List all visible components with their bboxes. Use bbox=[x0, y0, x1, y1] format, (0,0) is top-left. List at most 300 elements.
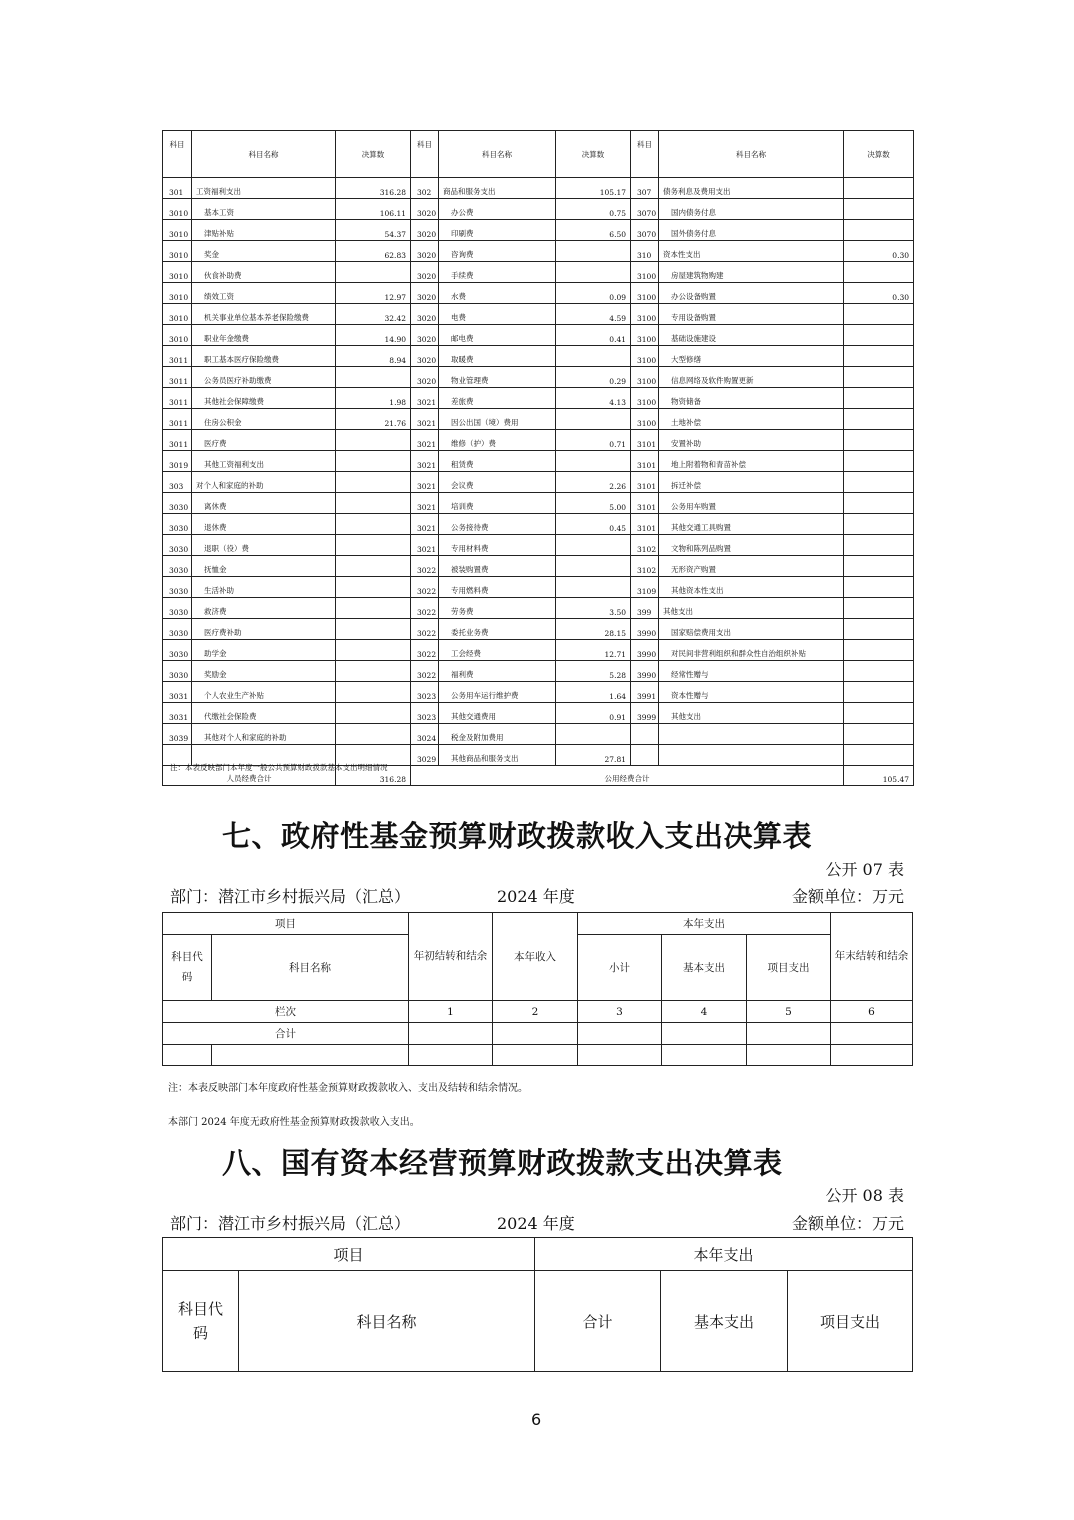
subject-name: 退休费 bbox=[192, 514, 336, 535]
personnel-total-label: 人员经费合计 bbox=[163, 766, 336, 786]
table-row bbox=[163, 409, 914, 430]
subject-code: 3100 bbox=[631, 388, 659, 409]
subject-name: 劳务费 bbox=[439, 598, 556, 619]
header-subtotal: 小计 bbox=[578, 935, 662, 1001]
subject-code: 3101 bbox=[631, 472, 659, 493]
subject-name: 对民间非营利组织和群众性自治组织补贴 bbox=[659, 640, 844, 661]
subject-name: 办公设备购置 bbox=[659, 283, 844, 304]
final-amount bbox=[556, 451, 631, 472]
subject-code: 307 bbox=[631, 178, 659, 199]
subject-name: 国外债务付息 bbox=[659, 220, 844, 241]
final-amount bbox=[556, 724, 631, 745]
final-amount: 1.64 bbox=[556, 682, 631, 703]
subject-name: 救济费 bbox=[192, 598, 336, 619]
subject-name: 资本性赠与 bbox=[659, 682, 844, 703]
final-amount: 54.37 bbox=[336, 220, 411, 241]
subject-name: 个人农业生产补贴 bbox=[192, 682, 336, 703]
final-amount: 316.28 bbox=[336, 178, 411, 199]
subject-name: 伙食补助费 bbox=[192, 262, 336, 283]
final-amount bbox=[844, 346, 914, 367]
subject-code: 3990 bbox=[631, 619, 659, 640]
final-amount: 0.75 bbox=[556, 199, 631, 220]
table-row bbox=[163, 262, 914, 283]
subject-code: 3101 bbox=[631, 514, 659, 535]
subject-code: 3020 bbox=[411, 304, 439, 325]
subject-code: 3021 bbox=[411, 493, 439, 514]
subject-code: 3011 bbox=[163, 430, 192, 451]
final-amount bbox=[844, 514, 914, 535]
subject-name: 大型修缮 bbox=[659, 346, 844, 367]
subject-name: 其他交通费用 bbox=[439, 703, 556, 724]
subject-name: 公务用车购置 bbox=[659, 493, 844, 514]
government-fund-table bbox=[162, 912, 913, 1066]
final-amount bbox=[336, 430, 411, 451]
subject-name: 其他社会保障缴费 bbox=[192, 388, 336, 409]
subject-code: 3023 bbox=[411, 703, 439, 724]
header-project: 项目 bbox=[163, 913, 409, 935]
table07-number: 公开 07 表 bbox=[825, 860, 904, 879]
subject-name: 奖励金 bbox=[192, 661, 336, 682]
subject-name: 专用材料费 bbox=[439, 535, 556, 556]
table-row bbox=[163, 283, 914, 304]
final-amount: 28.15 bbox=[556, 619, 631, 640]
subject-name: 助学金 bbox=[192, 640, 336, 661]
subject-name: 抚恤金 bbox=[192, 556, 336, 577]
public-total-value: 105.47 bbox=[844, 766, 914, 786]
subject-name: 基础设施建设 bbox=[659, 325, 844, 346]
subject-name: 医疗费 bbox=[192, 430, 336, 451]
subject-code: 3031 bbox=[163, 682, 192, 703]
subject-code: 3100 bbox=[631, 304, 659, 325]
subject-name: 地上附着物和青苗补偿 bbox=[659, 451, 844, 472]
final-amount bbox=[844, 304, 914, 325]
final-amount bbox=[844, 178, 914, 199]
subject-code: 3021 bbox=[411, 409, 439, 430]
final-amount: 4.59 bbox=[556, 304, 631, 325]
final-amount: 1.98 bbox=[336, 388, 411, 409]
final-amount bbox=[844, 640, 914, 661]
subject-code: 3109 bbox=[631, 577, 659, 598]
final-amount bbox=[336, 724, 411, 745]
final-amount bbox=[844, 619, 914, 640]
subject-name: 资本性支出 bbox=[659, 241, 844, 262]
subject-code: 3030 bbox=[163, 661, 192, 682]
total-label: 合计 bbox=[163, 1023, 409, 1045]
subject-name: 邮电费 bbox=[439, 325, 556, 346]
subject-name bbox=[659, 724, 844, 745]
subject-code: 3100 bbox=[631, 409, 659, 430]
subject-code: 302 bbox=[411, 178, 439, 199]
subject-code: 3031 bbox=[163, 703, 192, 724]
table-row bbox=[163, 388, 914, 409]
column-number: 5 bbox=[747, 1001, 831, 1023]
subject-code: 3020 bbox=[411, 241, 439, 262]
final-amount bbox=[556, 556, 631, 577]
subject-name: 会议费 bbox=[439, 472, 556, 493]
final-amount bbox=[336, 493, 411, 514]
table07-note: 注：本表反映部门本年度政府性基金预算财政拨款收入、支出及结转和结余情况。 bbox=[168, 1083, 528, 1094]
column-number: 4 bbox=[662, 1001, 747, 1023]
header-name: 科目名称 bbox=[439, 131, 556, 178]
subject-code: 3021 bbox=[411, 451, 439, 472]
subject-name: 安置补助 bbox=[659, 430, 844, 451]
final-amount bbox=[336, 577, 411, 598]
subject-name: 退职（役）费 bbox=[192, 535, 336, 556]
empty-row bbox=[163, 1045, 913, 1066]
subject-name bbox=[659, 745, 844, 766]
table08-unit: 金额单位：万元 bbox=[791, 1214, 904, 1233]
final-amount bbox=[336, 640, 411, 661]
final-amount: 0.71 bbox=[556, 430, 631, 451]
subject-name: 印刷费 bbox=[439, 220, 556, 241]
table-row bbox=[163, 493, 914, 514]
final-amount: 32.42 bbox=[336, 304, 411, 325]
subject-name: 其他对个人和家庭的补助 bbox=[192, 724, 336, 745]
final-amount bbox=[844, 577, 914, 598]
subject-name: 机关事业单位基本养老保险缴费 bbox=[192, 304, 336, 325]
final-amount bbox=[844, 409, 914, 430]
subject-code: 3999 bbox=[631, 703, 659, 724]
subject-code: 3021 bbox=[411, 472, 439, 493]
subject-code: 399 bbox=[631, 598, 659, 619]
subject-code: 3011 bbox=[163, 367, 192, 388]
subject-name: 公务用车运行维护费 bbox=[439, 682, 556, 703]
final-amount bbox=[336, 451, 411, 472]
column-number: 6 bbox=[831, 1001, 913, 1023]
subject-code: 3021 bbox=[411, 430, 439, 451]
table-row bbox=[163, 556, 914, 577]
final-amount bbox=[844, 430, 914, 451]
final-amount bbox=[844, 598, 914, 619]
subject-name: 其他支出 bbox=[659, 703, 844, 724]
final-amount: 0.45 bbox=[556, 514, 631, 535]
subject-name: 其他交通工具购置 bbox=[659, 514, 844, 535]
subject-name: 租赁费 bbox=[439, 451, 556, 472]
subject-code bbox=[631, 745, 659, 766]
subject-name: 离休费 bbox=[192, 493, 336, 514]
header-name: 科目名称 bbox=[192, 131, 336, 178]
final-amount: 106.11 bbox=[336, 199, 411, 220]
final-amount: 12.71 bbox=[556, 640, 631, 661]
subject-name: 津贴补贴 bbox=[192, 220, 336, 241]
subject-name: 其他商品和服务支出 bbox=[439, 745, 556, 766]
header-code: 科目 bbox=[631, 131, 659, 178]
subject-name: 工会经费 bbox=[439, 640, 556, 661]
subject-code: 3990 bbox=[631, 640, 659, 661]
header-end-balance: 年末结转和结余 bbox=[831, 913, 913, 1001]
header-code: 科目代码 bbox=[163, 935, 212, 1001]
table07-unit: 金额单位：万元 bbox=[791, 887, 904, 906]
header-name: 科目名称 bbox=[659, 131, 844, 178]
subject-name: 其他工资福利支出 bbox=[192, 451, 336, 472]
table-row bbox=[163, 577, 914, 598]
subject-code: 301 bbox=[163, 178, 192, 199]
subject-code: 3102 bbox=[631, 535, 659, 556]
column-number: 1 bbox=[409, 1001, 493, 1023]
subject-name: 绩效工资 bbox=[192, 283, 336, 304]
table-row bbox=[163, 514, 914, 535]
header-code: 科目代码 bbox=[163, 1271, 239, 1372]
subject-code: 3070 bbox=[631, 199, 659, 220]
final-amount: 4.13 bbox=[556, 388, 631, 409]
table-row bbox=[163, 367, 914, 388]
subject-code: 3022 bbox=[411, 640, 439, 661]
subject-code: 3101 bbox=[631, 451, 659, 472]
final-amount bbox=[844, 661, 914, 682]
subject-code: 3100 bbox=[631, 283, 659, 304]
table-row bbox=[163, 535, 914, 556]
subject-name: 办公费 bbox=[439, 199, 556, 220]
personnel-total-value: 316.28 bbox=[336, 766, 411, 786]
final-amount bbox=[844, 535, 914, 556]
final-amount bbox=[844, 682, 914, 703]
subject-code: 3020 bbox=[411, 262, 439, 283]
final-amount bbox=[336, 556, 411, 577]
final-amount: 14.90 bbox=[336, 325, 411, 346]
final-amount: 0.29 bbox=[556, 367, 631, 388]
final-amount bbox=[844, 262, 914, 283]
table07-department: 部门：潜江市乡村振兴局（汇总） bbox=[170, 887, 411, 906]
subject-name: 国家赔偿费用支出 bbox=[659, 619, 844, 640]
basic-expenditure-detail-table bbox=[162, 130, 914, 786]
table07-title: 七、政府性基金预算财政拨款收入支出决算表 bbox=[222, 819, 813, 853]
final-amount bbox=[336, 619, 411, 640]
header-begin-balance: 年初结转和结余 bbox=[409, 913, 493, 1001]
table06-note: 注：本表反映部门本年度一般公共预算财政拨款基本支出明细情况 bbox=[170, 763, 388, 772]
header-amount: 决算数 bbox=[336, 131, 411, 178]
final-amount: 6.50 bbox=[556, 220, 631, 241]
subject-code: 3021 bbox=[411, 388, 439, 409]
subject-name: 商品和服务支出 bbox=[439, 178, 556, 199]
final-amount bbox=[556, 262, 631, 283]
table-row bbox=[163, 304, 914, 325]
subject-code: 310 bbox=[631, 241, 659, 262]
header-project-expense: 项目支出 bbox=[788, 1271, 913, 1372]
subject-code: 3020 bbox=[411, 199, 439, 220]
header-total: 合计 bbox=[535, 1271, 661, 1372]
final-amount: 105.17 bbox=[556, 178, 631, 199]
final-amount bbox=[336, 598, 411, 619]
subject-code: 3030 bbox=[163, 556, 192, 577]
subject-code: 3010 bbox=[163, 241, 192, 262]
final-amount: 0.30 bbox=[844, 241, 914, 262]
column-index-row bbox=[163, 1001, 913, 1023]
table-row bbox=[163, 703, 914, 724]
final-amount bbox=[556, 535, 631, 556]
subject-name: 因公出国（境）费用 bbox=[439, 409, 556, 430]
final-amount bbox=[844, 724, 914, 745]
final-amount bbox=[336, 472, 411, 493]
subject-code: 3102 bbox=[631, 556, 659, 577]
page-number: 6 bbox=[531, 1410, 542, 1429]
subject-code: 3991 bbox=[631, 682, 659, 703]
subject-name: 经常性赠与 bbox=[659, 661, 844, 682]
subject-name: 债务利息及费用支出 bbox=[659, 178, 844, 199]
header-expense: 本年支出 bbox=[578, 913, 831, 935]
final-amount bbox=[336, 367, 411, 388]
final-amount bbox=[844, 703, 914, 724]
table-row bbox=[163, 682, 914, 703]
final-amount bbox=[336, 682, 411, 703]
subject-name: 奖金 bbox=[192, 241, 336, 262]
table-row bbox=[163, 241, 914, 262]
subject-code: 3022 bbox=[411, 598, 439, 619]
subject-code bbox=[631, 724, 659, 745]
final-amount: 12.97 bbox=[336, 283, 411, 304]
table-row bbox=[163, 598, 914, 619]
final-amount: 5.00 bbox=[556, 493, 631, 514]
subject-name: 职业年金缴费 bbox=[192, 325, 336, 346]
subject-name: 工资福利支出 bbox=[192, 178, 336, 199]
subject-name: 无形资产购置 bbox=[659, 556, 844, 577]
header-basic: 基本支出 bbox=[662, 935, 747, 1001]
state-capital-table bbox=[162, 1237, 913, 1372]
subject-code: 3030 bbox=[163, 598, 192, 619]
table08-year: 2024 年度 bbox=[497, 1214, 575, 1233]
table-row bbox=[163, 619, 914, 640]
table-row bbox=[163, 661, 914, 682]
subject-code: 3029 bbox=[411, 745, 439, 766]
final-amount: 0.30 bbox=[844, 283, 914, 304]
final-amount bbox=[844, 388, 914, 409]
subject-name: 咨询费 bbox=[439, 241, 556, 262]
final-amount bbox=[844, 493, 914, 514]
subject-name: 国内债务付息 bbox=[659, 199, 844, 220]
final-amount: 3.50 bbox=[556, 598, 631, 619]
subject-code: 3020 bbox=[411, 346, 439, 367]
subject-name: 税金及附加费用 bbox=[439, 724, 556, 745]
final-amount bbox=[844, 325, 914, 346]
header-income: 本年收入 bbox=[493, 913, 578, 1001]
subject-name: 公务员医疗补助缴费 bbox=[192, 367, 336, 388]
subject-code: 3030 bbox=[163, 619, 192, 640]
subject-code: 3030 bbox=[163, 493, 192, 514]
final-amount bbox=[844, 472, 914, 493]
subject-code: 303 bbox=[163, 472, 192, 493]
final-amount bbox=[336, 535, 411, 556]
subject-code: 3022 bbox=[411, 577, 439, 598]
subject-name: 医疗费补助 bbox=[192, 619, 336, 640]
table-row bbox=[163, 472, 914, 493]
subject-code: 3022 bbox=[411, 661, 439, 682]
subject-code: 3010 bbox=[163, 283, 192, 304]
subject-code: 3101 bbox=[631, 493, 659, 514]
final-amount: 8.94 bbox=[336, 346, 411, 367]
table-row bbox=[163, 346, 914, 367]
table07-year: 2024 年度 bbox=[497, 887, 575, 906]
header-code: 科目 bbox=[411, 131, 439, 178]
final-amount bbox=[844, 367, 914, 388]
subject-code: 3020 bbox=[411, 367, 439, 388]
header-name: 科目名称 bbox=[239, 1271, 535, 1372]
total-row bbox=[163, 1023, 913, 1045]
subject-name: 土地补偿 bbox=[659, 409, 844, 430]
subject-name: 对个人和家庭的补助 bbox=[192, 472, 336, 493]
final-amount: 2.26 bbox=[556, 472, 631, 493]
subject-name: 住房公积金 bbox=[192, 409, 336, 430]
subject-name: 取暖费 bbox=[439, 346, 556, 367]
subject-code: 3010 bbox=[163, 304, 192, 325]
column-number: 3 bbox=[578, 1001, 662, 1023]
subject-name: 水费 bbox=[439, 283, 556, 304]
final-amount bbox=[844, 745, 914, 766]
final-amount bbox=[844, 556, 914, 577]
final-amount: 27.81 bbox=[556, 745, 631, 766]
subject-name: 生活补助 bbox=[192, 577, 336, 598]
subject-name: 被装购置费 bbox=[439, 556, 556, 577]
final-amount bbox=[336, 661, 411, 682]
subject-code: 3022 bbox=[411, 619, 439, 640]
subject-code: 3011 bbox=[163, 388, 192, 409]
final-amount: 21.76 bbox=[336, 409, 411, 430]
subject-code: 3070 bbox=[631, 220, 659, 241]
table-row bbox=[163, 220, 914, 241]
final-amount bbox=[556, 577, 631, 598]
subject-code: 3011 bbox=[163, 346, 192, 367]
subject-name: 公务接待费 bbox=[439, 514, 556, 535]
subject-name: 物资储备 bbox=[659, 388, 844, 409]
final-amount: 62.83 bbox=[336, 241, 411, 262]
final-amount bbox=[336, 514, 411, 535]
subject-code: 3100 bbox=[631, 367, 659, 388]
subject-code: 3024 bbox=[411, 724, 439, 745]
subject-code: 3020 bbox=[411, 283, 439, 304]
table-header-row bbox=[163, 131, 914, 178]
subject-code: 3011 bbox=[163, 409, 192, 430]
subject-code: 3020 bbox=[411, 220, 439, 241]
subject-code: 3010 bbox=[163, 220, 192, 241]
table-row bbox=[163, 724, 914, 745]
subject-name: 其他支出 bbox=[659, 598, 844, 619]
subject-code: 3022 bbox=[411, 556, 439, 577]
final-amount bbox=[844, 220, 914, 241]
subject-code: 3030 bbox=[163, 640, 192, 661]
public-total-label: 公用经费合计 bbox=[411, 766, 844, 786]
column-index-label: 栏次 bbox=[163, 1001, 409, 1023]
subject-name: 福利费 bbox=[439, 661, 556, 682]
table-row bbox=[163, 325, 914, 346]
subject-code: 3100 bbox=[631, 346, 659, 367]
subject-name: 信息网络及软件购置更新 bbox=[659, 367, 844, 388]
header-name: 科目名称 bbox=[212, 935, 409, 1001]
subject-code: 3023 bbox=[411, 682, 439, 703]
subject-name: 文物和陈列品购置 bbox=[659, 535, 844, 556]
table-row bbox=[163, 199, 914, 220]
final-amount bbox=[336, 262, 411, 283]
subject-name: 拆迁补偿 bbox=[659, 472, 844, 493]
table08-title: 八、国有资本经营预算财政拨款支出决算表 bbox=[222, 1146, 783, 1180]
subject-code: 3010 bbox=[163, 325, 192, 346]
subject-name: 代缴社会保险费 bbox=[192, 703, 336, 724]
table08-department: 部门：潜江市乡村振兴局（汇总） bbox=[170, 1214, 411, 1233]
subject-name: 专用燃料费 bbox=[439, 577, 556, 598]
subject-code: 3010 bbox=[163, 262, 192, 283]
final-amount: 0.41 bbox=[556, 325, 631, 346]
header-expense: 本年支出 bbox=[535, 1238, 913, 1271]
subject-name: 职工基本医疗保险缴费 bbox=[192, 346, 336, 367]
subject-name: 物业管理费 bbox=[439, 367, 556, 388]
final-amount bbox=[844, 199, 914, 220]
subject-code: 3039 bbox=[163, 724, 192, 745]
final-amount: 5.28 bbox=[556, 661, 631, 682]
subject-code: 3100 bbox=[631, 325, 659, 346]
final-amount bbox=[844, 451, 914, 472]
header-amount: 决算数 bbox=[844, 131, 914, 178]
subject-code: 3030 bbox=[163, 577, 192, 598]
subject-code: 3021 bbox=[411, 535, 439, 556]
table-row bbox=[163, 640, 914, 661]
subject-code: 3020 bbox=[411, 325, 439, 346]
